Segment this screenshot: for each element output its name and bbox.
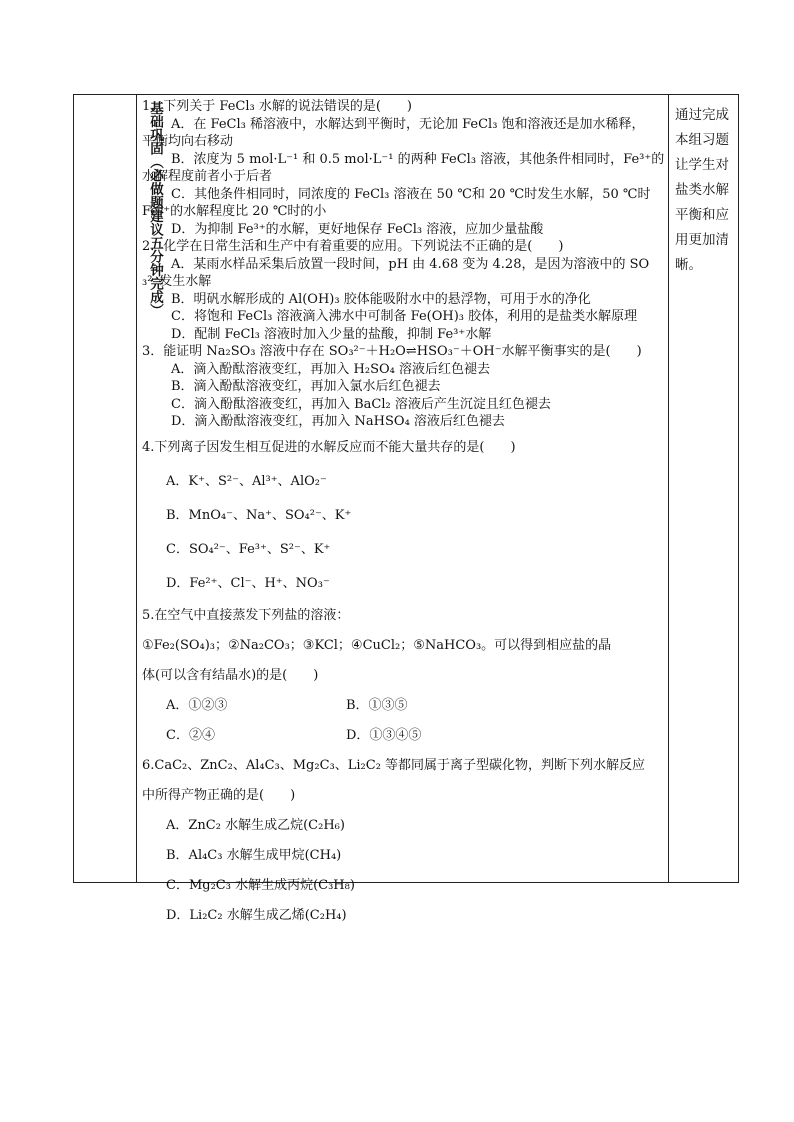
column-divider (668, 95, 669, 882)
option-line: 平衡均向右移动 (142, 134, 234, 149)
question-5 (142, 601, 664, 751)
note-line: 平衡和应 (675, 207, 729, 223)
note-line: 用更加清 (675, 232, 729, 248)
option-d: D．①③④⑤ (346, 727, 422, 743)
note-line: 本组习题 (675, 132, 729, 148)
question-stem: 5.在空气中直接蒸发下列盐的溶液： (142, 607, 350, 623)
options-row (142, 691, 664, 721)
question-text: 体(可以含有结晶水)的是( ) (142, 667, 319, 683)
option-line: D．滴入酚酞溶液变红，再加入 NaHSO₄ 溶液后红色褪去 (171, 414, 505, 429)
option-line: A．某雨水样品采集后放置一段时间，pH 由 4.68 变为 4.28，是因为溶液中的 SO (171, 256, 650, 272)
option-a: A．①②③ (166, 697, 228, 713)
note-line: 晰。 (675, 257, 702, 273)
question-1 (142, 98, 664, 238)
exercise-table (73, 94, 739, 923)
option-line: B．浓度为 5 mol·L⁻¹ 和 0.5 mol·L⁻¹ 的两种 FeCl₃ 溶液，其他条件相同时，Fe³⁺的 (171, 151, 665, 167)
option-a: A．ZnC₂ 水解生成乙烷(C₂H₆) (166, 817, 345, 833)
option-line: A．在 FeCl₃ 稀溶液中，水解达到平衡时，无论加 FeCl₃ 饱和溶液还是加水稀释， (171, 116, 645, 132)
question-text: 中所得产物正确的是( ) (142, 787, 296, 803)
question-text: ①Fe₂(SO₄)₃；②Na₂CO₃；③KCl；④CuCl₂；⑤NaHCO₃。可以得到相应盐的晶 (142, 637, 612, 653)
option-c: C．②④ (166, 727, 215, 743)
option-c: C．Mg₂C₃ 水解生成丙烷(C₃H₈) (166, 877, 355, 893)
options-row (142, 721, 664, 751)
option-d: D．Li₂C₂ 水解生成乙烯(C₂H₄) (166, 907, 347, 923)
option-line: B．滴入酚酞溶液变红，再加入氯水后红色褪去 (171, 379, 441, 394)
option-b: B．①③⑤ (346, 697, 408, 713)
option-line: A．滴入酚酞溶液变红，再加入 H₂SO₄ 溶液后红色褪去 (171, 361, 490, 377)
question-stem: 2．化学在日常生活和生产中有着重要的应用。下列说法不正确的是( ) (142, 239, 564, 254)
option-line: 水解程度前者小于后者 (142, 169, 273, 184)
option-line: C．将饱和 FeCl₃ 溶液滴入沸水中可制备 Fe(OH)₃ 胶体，利用的是盐类水解原理 (171, 309, 638, 324)
option-a: A．K⁺、S²⁻、Al³⁺、AlO₂⁻ (166, 473, 327, 489)
question-6 (142, 751, 664, 931)
note-line: 让学生对 (675, 157, 729, 173)
option-b: B．Al₄C₃ 水解生成甲烷(CH₄) (166, 847, 342, 863)
option-line: D．为抑制 Fe³⁺的水解，更好地保存 FeCl₃ 溶液，应加少量盐酸 (171, 221, 544, 237)
option-line: D．配制 FeCl₃ 溶液时加入少量的盐酸，抑制 Fe³⁺水解 (171, 326, 492, 342)
option-line: C．滴入酚酞溶液变红，再加入 BaCl₂ 溶液后产生沉淀且红色褪去 (171, 396, 551, 412)
question-stem: 1．下列关于 FeCl₃ 水解的说法错误的是( ) (142, 99, 412, 114)
question-stem: 4.下列离子因发生相互促进的水解反应而不能大量共存的是( ) (142, 439, 516, 455)
question-stem: 6.CaC₂、ZnC₂、Al₄C₃、Mg₂C₃、Li₂C₂ 等都同属于离子型碳化物，判断下列水解反应 (142, 757, 646, 773)
questions-content (142, 98, 664, 931)
question-4 (142, 431, 664, 601)
question-3 (142, 343, 664, 431)
option-d: D．Fe²⁺、Cl⁻、H⁺、NO₃⁻ (166, 575, 330, 591)
note-line: 盐类水解 (675, 182, 729, 198)
option-b: B．MnO₄⁻、Na⁺、SO₄²⁻、K⁺ (166, 507, 352, 523)
question-stem: 3．能证明 Na₂SO₃ 溶液中存在 SO₃²⁻＋H₂O⇌HSO₃⁻＋OH⁻水解平衡事实的是( ) (142, 344, 642, 359)
teaching-note (675, 103, 735, 278)
question-2 (142, 238, 664, 343)
option-c: C．SO₄²⁻、Fe³⁺、S²⁻、K⁺ (166, 541, 331, 557)
option-line: Fe³⁺的水解程度比 20 ℃时的小 (142, 204, 327, 219)
note-line: 通过完成 (675, 107, 729, 123)
option-line: C．其他条件相同时，同浓度的 FeCl₃ 溶液在 50 ℃和 20 ℃时发生水解，50 ℃时 (171, 186, 651, 202)
option-line: B．明矾水解形成的 Al(OH)₃ 胶体能吸附水中的悬浮物，可用于水的净化 (171, 291, 591, 307)
option-line: ₃²⁻发生水解 (142, 274, 212, 289)
section-label: 基础巩固（必做题建议五分钟完成） (147, 101, 163, 317)
